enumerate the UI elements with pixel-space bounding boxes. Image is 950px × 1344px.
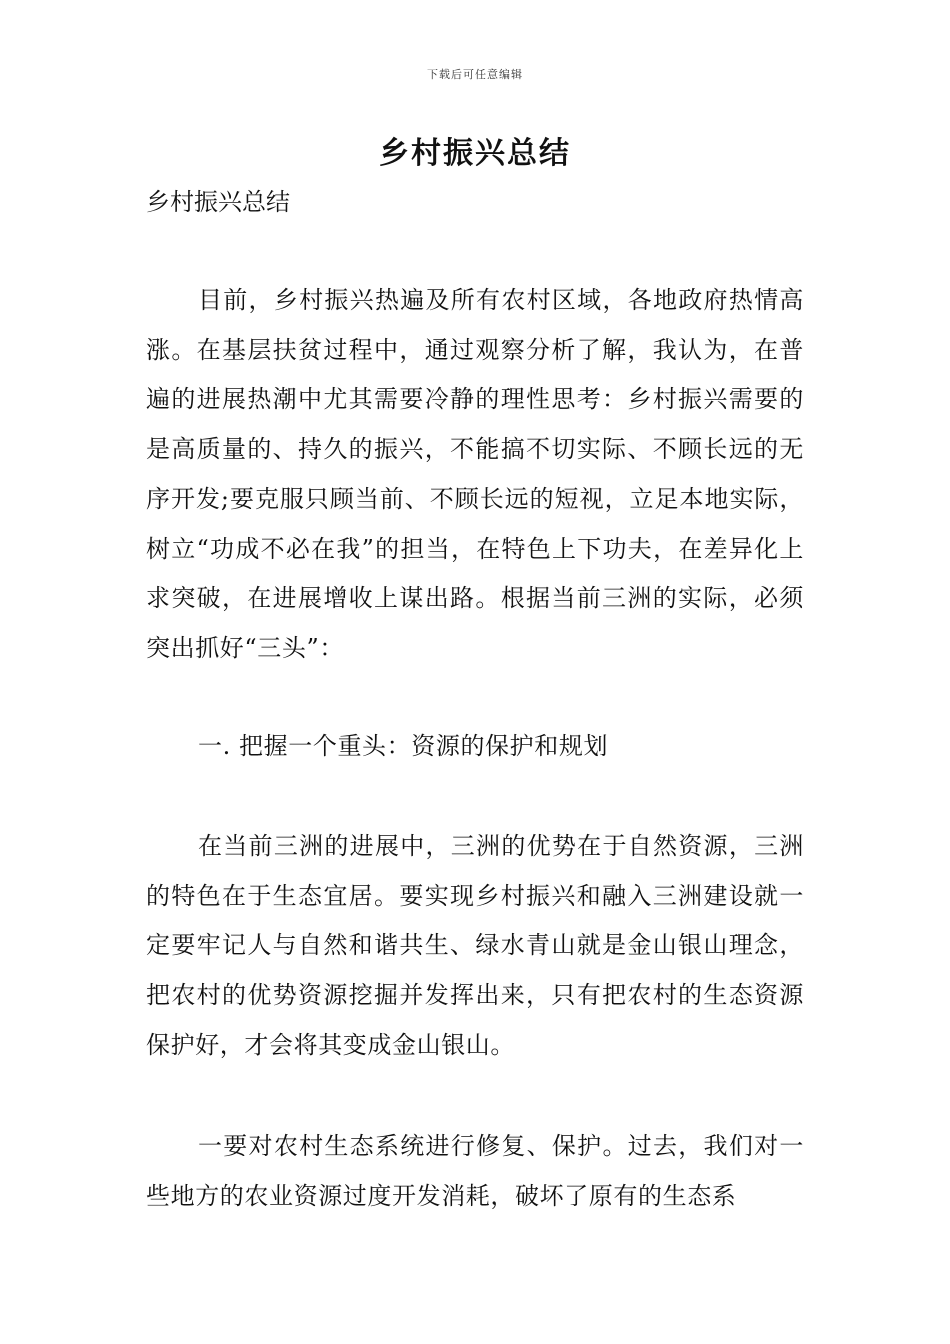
paragraph-section-1: 在当前三洲的进展中，三洲的优势在于自然资源，三洲的特色在于生态宜居。要实现乡村振兴和融入三洲建设就一定要牢记人与自然和谐共生、绿水青山就是金山银山理念，把农村的优势资源挖掘并发挥出来，只有把农村的生态资源保护好，才会将其变成金山银山。 xyxy=(146,832,804,1059)
document-subtitle: 乡村振兴总结 xyxy=(146,188,290,216)
document-title: 乡村振兴总结 xyxy=(379,136,571,171)
paragraph-intro: 目前，乡村振兴热遍及所有农村区域，各地政府热情高涨。在基层扶贫过程中，通过观察分析了解，我认为，在普遍的进展热潮中尤其需要冷静的理性思考：乡村振兴需要的是高质量的、持久的振兴，不能搞不切实际、不顾长远的无序开发;要克服只顾当前、不顾长远的短视，立足本地实际，树立“功成不必在我”的担当，在特色上下功夫，在差异化上求突破，在进展增收上谋出路。根据当前三洲的实际，必须突出抓好“三头”： xyxy=(146,286,804,662)
header-note: 下载后可任意编辑 xyxy=(427,68,523,81)
section-heading-1: 一. 把握一个重头：资源的保护和规划 xyxy=(198,732,609,760)
paragraph-section-1-point-1: 一要对农村生态系统进行修复、保护。过去，我们对一些地方的农业资源过度开发消耗，破坏了原有的生态系 xyxy=(146,1132,804,1210)
